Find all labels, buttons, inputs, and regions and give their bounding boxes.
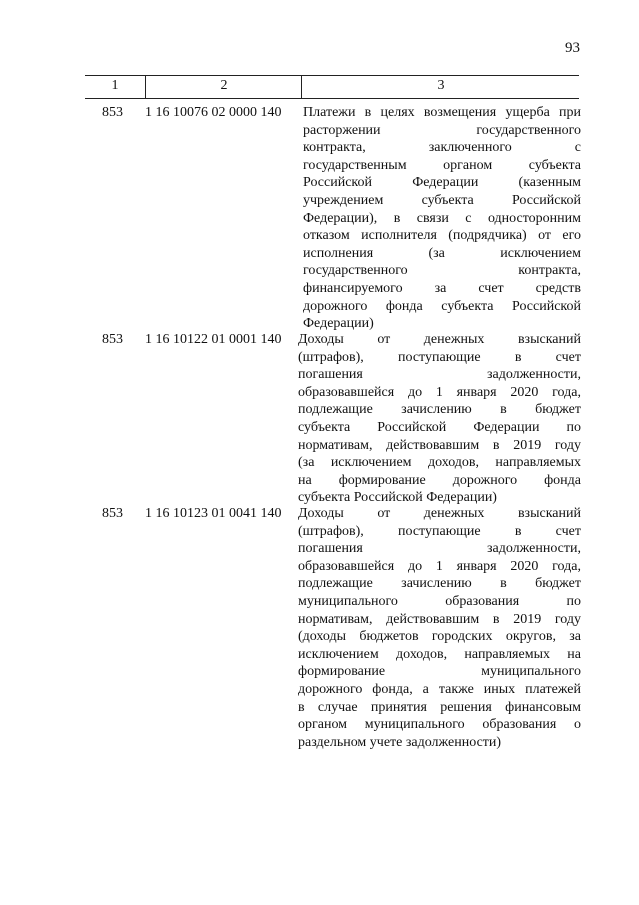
budget-classification-code: 1 16 10123 01 0041 140 bbox=[145, 506, 282, 521]
column-header-1: 1 bbox=[111, 78, 119, 93]
description-line: расторжении государственного bbox=[303, 122, 581, 138]
description-line: учреждением субъекта Российской bbox=[303, 192, 581, 208]
page-number: 93 bbox=[565, 40, 580, 56]
description-line: исключением доходов, направляемых на bbox=[298, 646, 581, 662]
description-line: государственного контракта, bbox=[303, 263, 581, 279]
description-line: Федерации) bbox=[303, 316, 374, 332]
description-line: Российской Федерации (казенным bbox=[303, 175, 581, 191]
table-header bbox=[85, 75, 579, 99]
description-line: подлежащие зачислению в бюджет bbox=[298, 402, 581, 418]
description-line: дорожного фонда, а также иных платежей bbox=[298, 681, 581, 697]
description-line: контракта, заключенного с bbox=[303, 140, 581, 156]
description-line: субъекта Российской Федерации по bbox=[298, 419, 581, 435]
admin-code: 853 bbox=[102, 332, 123, 347]
description-line: образовавшейся до 1 января 2020 года, bbox=[298, 558, 581, 574]
description-line: государственным органом субъекта bbox=[303, 157, 581, 173]
description-line: подлежащие зачислению в бюджет bbox=[298, 576, 581, 592]
income-description bbox=[298, 505, 581, 751]
column-header-2: 2 bbox=[145, 76, 302, 98]
description-line: нормативам, действовавшим в 2019 году bbox=[298, 611, 581, 627]
description-line: Платежи в целях возмещения ущерба при bbox=[303, 105, 581, 120]
description-line: органом муниципального образования о bbox=[298, 717, 581, 733]
budget-classification-code: 1 16 10122 01 0001 140 bbox=[145, 332, 282, 347]
description-line: (штрафов), поступающие в счет bbox=[298, 523, 581, 539]
column-header-3: 3 bbox=[301, 76, 580, 98]
description-line: дорожного фонда субъекта Российской bbox=[303, 298, 581, 314]
description-line: муниципального образования по bbox=[298, 593, 581, 609]
description-line: (доходы бюджетов городских округов, за bbox=[298, 629, 581, 645]
description-line: субъекта Российской Федерации) bbox=[298, 490, 497, 506]
description-line: нормативам, действовавшим в 2019 году bbox=[298, 437, 581, 453]
description-line: в случае принятия решения финансовым bbox=[298, 699, 581, 715]
description-line: (штрафов), поступающие в счет bbox=[298, 349, 581, 365]
description-line: Федерации), в связи с односторонним bbox=[303, 210, 581, 226]
description-line: исполнения (за исключением bbox=[303, 245, 581, 261]
admin-code: 853 bbox=[102, 105, 123, 120]
description-line: Доходы от денежных взысканий bbox=[298, 332, 581, 347]
description-line: образовавшейся до 1 января 2020 года, bbox=[298, 384, 581, 400]
description-line: погашения задолженности, bbox=[298, 367, 581, 383]
description-line: на формирование дорожного фонда bbox=[298, 472, 581, 488]
income-description bbox=[303, 104, 581, 333]
description-line: формирование муниципального bbox=[298, 664, 581, 680]
income-description bbox=[298, 331, 581, 507]
budget-classification-code: 1 16 10076 02 0000 140 bbox=[145, 105, 282, 120]
description-line: финансируемого за счет средств bbox=[303, 280, 581, 296]
description-line: Доходы от денежных взысканий bbox=[298, 506, 581, 521]
description-line: раздельном учете задолженности) bbox=[298, 734, 502, 750]
admin-code: 853 bbox=[102, 506, 123, 521]
description-line: отказом исполнителя (подрядчика) от его bbox=[303, 228, 581, 244]
description-line: погашения задолженности, bbox=[298, 541, 581, 557]
description-line: (за исключением доходов, направляемых bbox=[298, 455, 581, 471]
